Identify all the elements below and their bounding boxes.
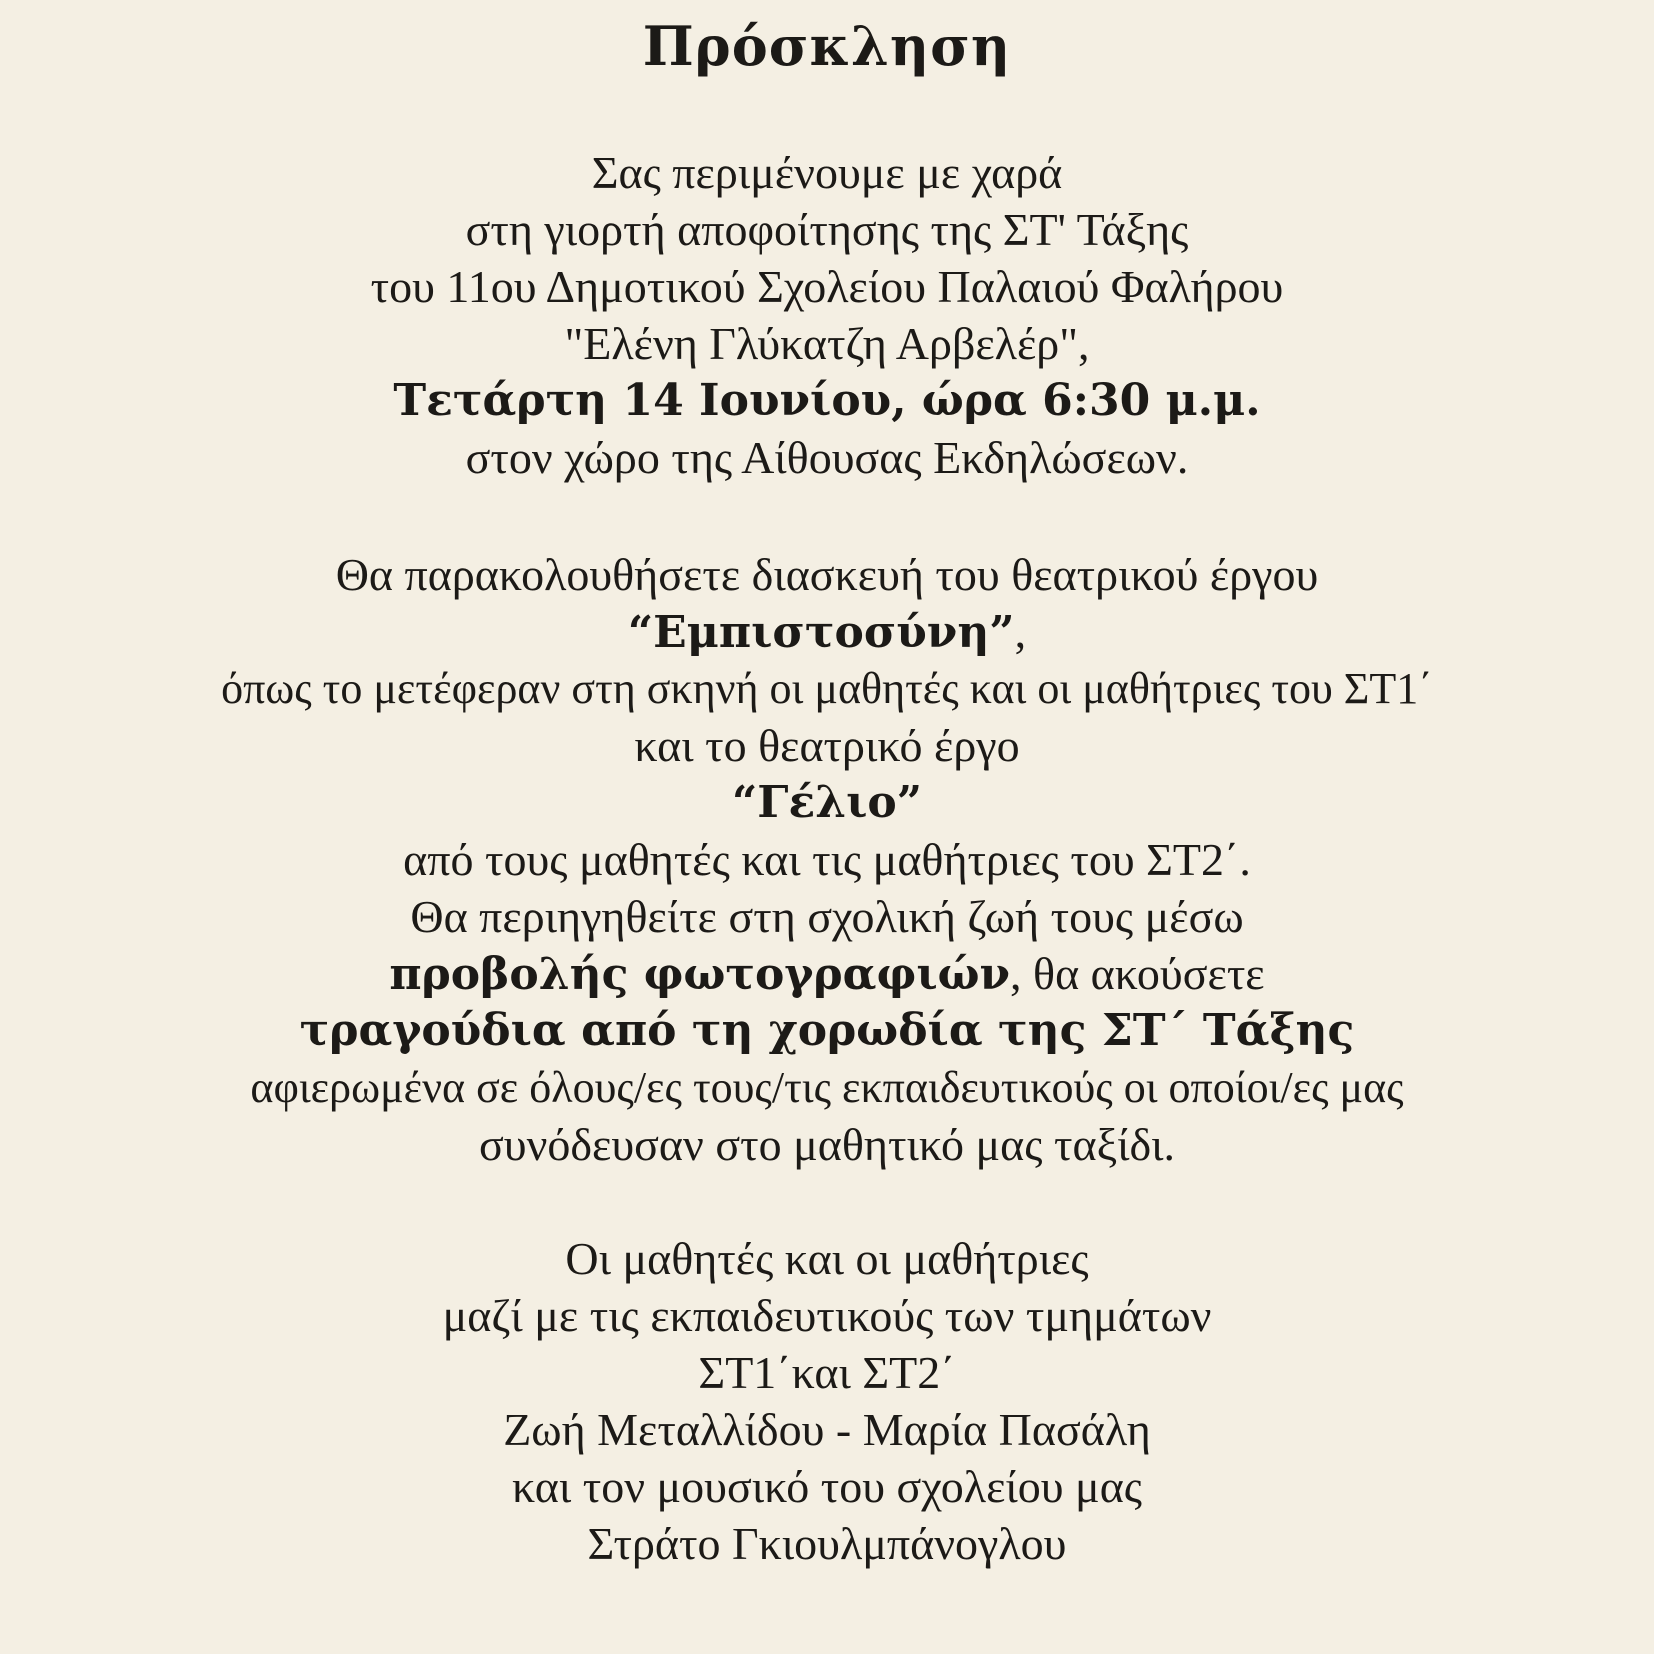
teachers-line: μαζί με τις εκπαιδευτικούς των τμημάτων xyxy=(442,1290,1212,1341)
program-description xyxy=(0,546,1654,1173)
celebration-line: στη γιορτή αποφοίτησης της ΣΤ' Τάξης xyxy=(465,204,1189,255)
signature-block xyxy=(0,1230,1654,1572)
school-honorific-line: "Ελένη Γλύκατζη Αρβελέρ", xyxy=(564,318,1090,369)
play-one-punct: , xyxy=(1014,606,1027,657)
teacher-names-line: Ζωή Μεταλλίδου - Μαρία Πασάλη xyxy=(503,1404,1151,1455)
event-details xyxy=(0,144,1654,486)
choir-songs-line: τραγούδια από τη χορωδία της ΣΤ΄ Τάξης xyxy=(299,1005,1355,1056)
play-two-intro-line: και το θεατρικό έργο xyxy=(634,720,1020,771)
music-teacher-name-line: Στράτο Γκιουλμπάνογλου xyxy=(587,1518,1067,1569)
photos-line-rest: , θα ακούσετε xyxy=(1010,948,1265,999)
students-line: Οι μαθητές και οι μαθήτριες xyxy=(565,1233,1089,1284)
journey-line: συνόδευσαν στο μαθητικό μας ταξίδι. xyxy=(479,1119,1175,1170)
greeting-line: Σας περιμένουμε με χαρά xyxy=(591,147,1063,198)
play-one-line xyxy=(0,603,1654,660)
dedication-line: αφιερωμένα σε όλους/ες τους/τις εκπαιδευτικούς οι οποίοι/ες μας xyxy=(250,1063,1404,1112)
photo-projection-label: προβολής φωτογραφιών xyxy=(389,949,1011,1000)
invitation-title: Πρόσκληση xyxy=(642,14,1012,78)
music-teacher-intro-line: και τον μουσικό του σχολείου μας xyxy=(511,1461,1143,1512)
photos-line xyxy=(0,945,1654,1002)
play-one-performers-line: όπως το μετέφεραν στη σκηνή οι μαθητές και οι μαθήτριες του ΣΤ1΄ xyxy=(221,664,1433,713)
date-time-line: Τετάρτη 14 Ιουνίου, ώρα 6:30 μ.μ. xyxy=(393,375,1261,426)
play-two-title: “Γέλιο” xyxy=(731,777,923,828)
school-name-line: του 11ου Δημοτικού Σχολείου Παλαιού Φαλήρου xyxy=(370,261,1284,312)
play-two-performers-line: από τους μαθητές και τις μαθήτριες του ΣΤ2΄. xyxy=(403,834,1251,885)
school-life-line: Θα περιηγηθείτε στη σχολική ζωή τους μέσω xyxy=(410,891,1244,942)
classes-line: ΣΤ1΄και ΣΤ2΄ xyxy=(698,1347,956,1398)
venue-line: στον χώρο της Αίθουσας Εκδηλώσεων. xyxy=(465,432,1189,483)
play-one-title: “Εμπιστοσύνη” xyxy=(627,607,1015,658)
play-intro-line: Θα παρακολουθήσετε διασκευή του θεατρικού έργου xyxy=(335,549,1319,600)
